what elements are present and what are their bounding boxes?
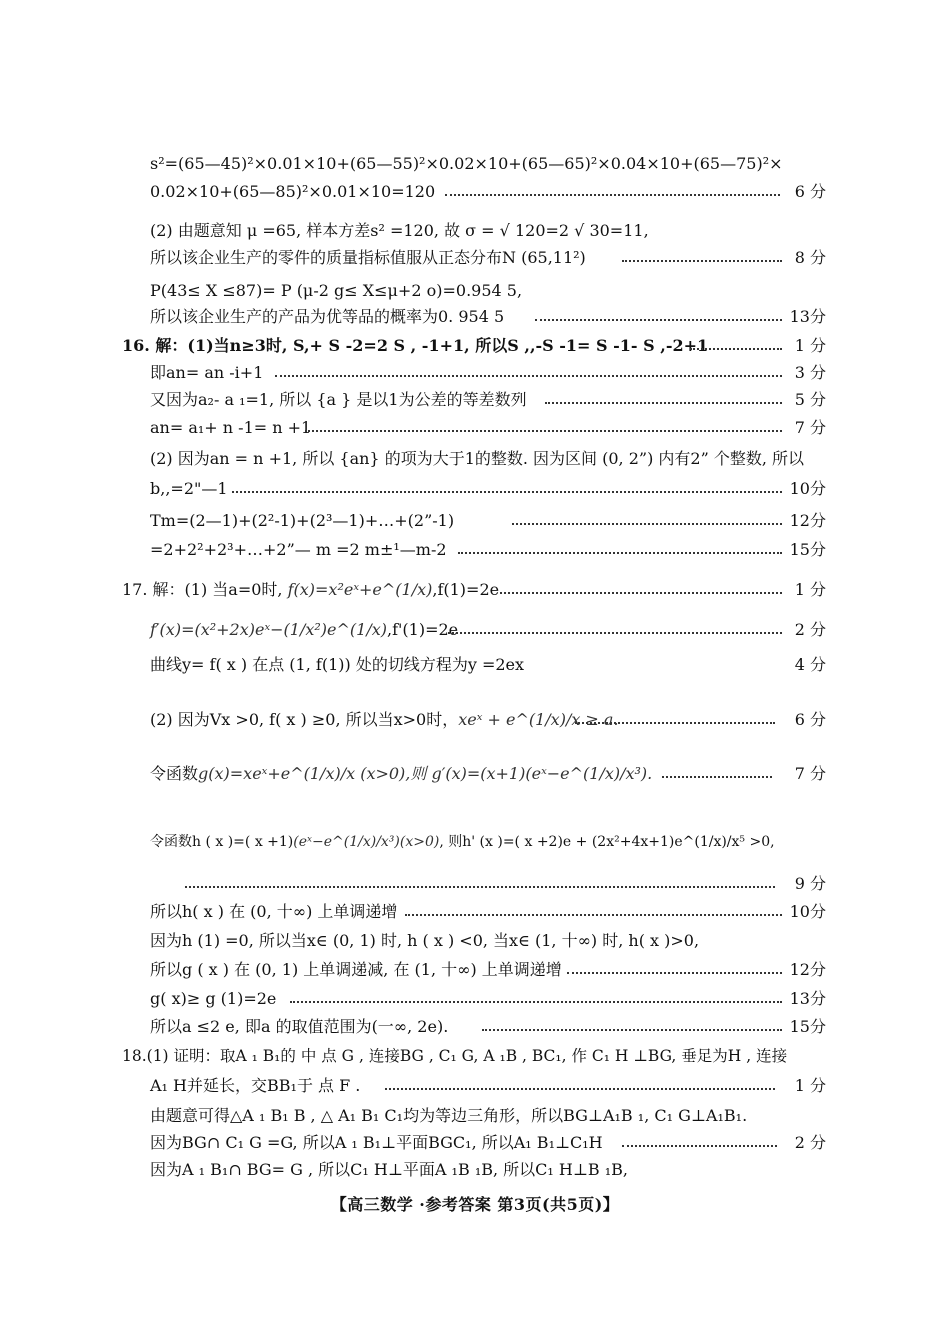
- leader-dots: [385, 1088, 775, 1090]
- score: 2 分: [794, 1133, 826, 1152]
- formula: g(x)=xeˣ+e^(1/x)/x (x>0),则 g′(x)=(x+1)(eˣ−e^(1/x)/x³).: [198, 764, 653, 783]
- score: 8 分: [794, 248, 826, 267]
- line-18-d: [0, 1158, 950, 1186]
- leader-dots: [405, 914, 782, 916]
- line-lead: 令函数h ( x )=( x +1): [150, 834, 294, 850]
- line-lead: (2) 因为Vx >0, f( x ) ≥0, 所以当x>0时，: [150, 710, 459, 729]
- line-17-k: [0, 1015, 950, 1043]
- score: 15分: [789, 1017, 826, 1036]
- leader-dots: [662, 776, 772, 778]
- line-variance-1: [0, 152, 950, 180]
- score: 4 分: [794, 655, 826, 674]
- score: 10分: [789, 902, 826, 921]
- line-16-g: [0, 538, 950, 566]
- line-text: (2) 由题意知 μ =65, 样本方差s² =120, 故 σ = √ 120=2 √ 30=11,: [150, 221, 649, 240]
- line-16-a: [0, 361, 950, 389]
- score: 2 分: [794, 620, 826, 639]
- line-text: =2+2²+2³+…+2”— m =2 m±¹—m-2: [150, 540, 447, 559]
- score: 1 分: [794, 1076, 826, 1095]
- line-17-b: [0, 653, 950, 681]
- leader-dots: [575, 722, 775, 724]
- line-17-c: [0, 708, 950, 736]
- line-text: 曲线y= f( x ) 在点 (1, f(1)) 处的切线方程为y =2ex: [150, 655, 525, 674]
- line-18-b: [0, 1104, 950, 1132]
- formula: (eˣ−e^(1/x)/x³)(x>0): [293, 834, 440, 850]
- score: 10分: [789, 479, 826, 498]
- line-text: [150, 830, 775, 854]
- leader-dots: [290, 1001, 782, 1003]
- line-text: [150, 762, 652, 786]
- line-text: 所以g ( x ) 在 (0, 1) 上单调递减, 在 (1, 十∞) 上单调递增: [150, 960, 562, 979]
- leader-dots: [622, 1145, 777, 1147]
- score: 5 分: [794, 390, 826, 409]
- formula: f(x)=x²eˣ+e^(1/x): [287, 580, 433, 599]
- leader-dots: [185, 886, 775, 888]
- score: 13分: [789, 989, 826, 1008]
- leader-dots: [622, 260, 782, 262]
- leader-dots: [690, 348, 782, 350]
- leader-dots: [535, 319, 782, 321]
- line-text: [122, 578, 499, 602]
- line-text: [150, 708, 619, 732]
- leader-dots: [448, 632, 782, 634]
- score: 12分: [789, 511, 826, 530]
- line-normal-dist: [0, 246, 950, 274]
- line-tail: ,f'(1)=2e: [387, 620, 459, 639]
- leader-dots: [500, 592, 782, 594]
- score: 15分: [789, 540, 826, 559]
- line-text: 即an= an -i+1: [150, 363, 264, 382]
- line-sigma: [0, 219, 950, 247]
- leader-dots: [545, 402, 782, 404]
- score: 1 分: [794, 336, 826, 355]
- line-17-j: [0, 987, 950, 1015]
- leader-dots: [232, 491, 782, 493]
- line-text: g( x)≥ g (1)=2e: [150, 989, 277, 1008]
- line-tail: , 则h' (x )=( x +2)e + (2x²+4x+1)e^(1/x)/x⁵ >0,: [439, 834, 775, 850]
- score: 13分: [789, 307, 826, 326]
- line-16-f: [0, 509, 950, 537]
- line-text: an= a₁+ n -1= n +1: [150, 418, 312, 437]
- line-text: 由题意可得△A ₁ B₁ B , △ A₁ B₁ C₁均为等边三角形，所以BG⊥A₁B ₁, C₁ G⊥A₁B₁.: [150, 1106, 748, 1125]
- line-text: s²=(65—45)²×0.01×10+(65—55)²×0.02×10+(65—65)²×0.04×10+(65—75)²×: [150, 154, 783, 173]
- line-16-d: [0, 447, 950, 475]
- line-17-g: [0, 900, 950, 928]
- score: 12分: [789, 960, 826, 979]
- line-18-c: [0, 1131, 950, 1159]
- score: 6 分: [794, 182, 826, 201]
- line-18-head: [0, 1044, 950, 1072]
- page-footer: 【高三数学 ·参考答案 第3页(共5页)】: [330, 1195, 620, 1214]
- score: 6 分: [794, 710, 826, 729]
- leader-dots: [458, 552, 782, 554]
- line-lead: 17. 解：(1) 当a=0时,: [122, 580, 288, 599]
- formula: f′(x)=(x²+2x)eˣ−(1/x²)e^(1/x): [150, 620, 387, 639]
- line-tail: ,f(1)=2e: [432, 580, 500, 599]
- leader-dots: [512, 523, 782, 525]
- line-17-d: [0, 762, 950, 790]
- line-text: A₁ H并延长，交BB₁于 点 F .: [150, 1076, 361, 1095]
- line-text: 所以该企业生产的零件的质量指标值服从正态分布N (65,11²): [150, 248, 586, 267]
- line-16-c: [0, 416, 950, 444]
- score: 9 分: [794, 874, 826, 893]
- line-text: 因为BG∩ C₁ G =G, 所以A ₁ B₁⊥平面BGC₁, 所以A₁ B₁⊥C₁H: [150, 1133, 603, 1152]
- line-17-i: [0, 958, 950, 986]
- line-17-head: [0, 578, 950, 606]
- line-text: 所以该企业生产的产品为优等品的概率为0. 954 5: [150, 307, 505, 326]
- leader-dots: [305, 430, 782, 432]
- score: 7 分: [794, 764, 826, 783]
- line-text: P(43≤ X ≤87)= P (μ-2 g≤ X≤μ+2 o)=0.954 5,: [150, 281, 523, 300]
- line-17-e: [0, 830, 950, 858]
- line-17-h: [0, 929, 950, 957]
- line-18-a: [0, 1074, 950, 1102]
- leader-dots: [445, 194, 780, 196]
- score: 7 分: [794, 418, 826, 437]
- line-text: (2) 因为an = n +1, 所以 {an} 的项为大于1的整数. 因为区间 (0, 2”) 内有2” 个整数, 所以: [150, 449, 805, 468]
- line-text: 所以h( x ) 在 (0, 十∞) 上单调递增: [150, 902, 398, 921]
- line-text: 18.(1) 证明：取A ₁ B₁的 中 点 G , 连接BG , C₁ G, A ₁B , BC₁, 作 C₁ H ⊥BG, 垂足为H , 连接: [122, 1047, 788, 1065]
- line-text: 16. 解：(1)当n≥3时, S,+ S -2=2 S , -1+1, 所以S ,,-S -1= S -1- S ,-2+1: [122, 336, 709, 355]
- line-16-head: [0, 334, 950, 362]
- line-conclusion-15: [0, 305, 950, 333]
- line-probability: [0, 279, 950, 307]
- line-text: [150, 618, 458, 642]
- leader-dots: [567, 972, 782, 974]
- score: 3 分: [794, 363, 826, 382]
- line-17-a: [0, 618, 950, 646]
- formula: xeˣ + e^(1/x)/x ≥ a.: [458, 710, 619, 729]
- leader-dots: [275, 375, 782, 377]
- leader-dots: [482, 1029, 782, 1031]
- score: 1 分: [794, 580, 826, 599]
- line-lead: 令函数: [150, 764, 199, 783]
- line-variance-2: [0, 180, 950, 208]
- line-text: 又因为a₂- a ₁=1, 所以 {a } 是以1为公差的等差数列: [150, 390, 527, 409]
- line-text: 因为A ₁ B₁∩ BG= G , 所以C₁ H⊥平面A ₁B ₁B, 所以C₁ H⊥B ₁B,: [150, 1160, 629, 1179]
- line-16-e: [0, 477, 950, 505]
- line-17-f: [0, 872, 950, 900]
- line-text: 所以a ≤2 e, 即a 的取值范围为(一∞, 2e).: [150, 1017, 449, 1036]
- line-text: 因为h (1) =0, 所以当x∈ (0, 1) 时, h ( x ) <0, 当x∈ (1, 十∞) 时, h( x )>0,: [150, 931, 700, 950]
- line-text: 0.02×10+(65—85)²×0.01×10=120: [150, 182, 436, 201]
- line-text: Tm=(2—1)+(2²-1)+(2³—1)+…+(2”-1): [150, 511, 455, 530]
- line-16-b: [0, 388, 950, 416]
- line-text: b,,=2"—1: [150, 479, 228, 498]
